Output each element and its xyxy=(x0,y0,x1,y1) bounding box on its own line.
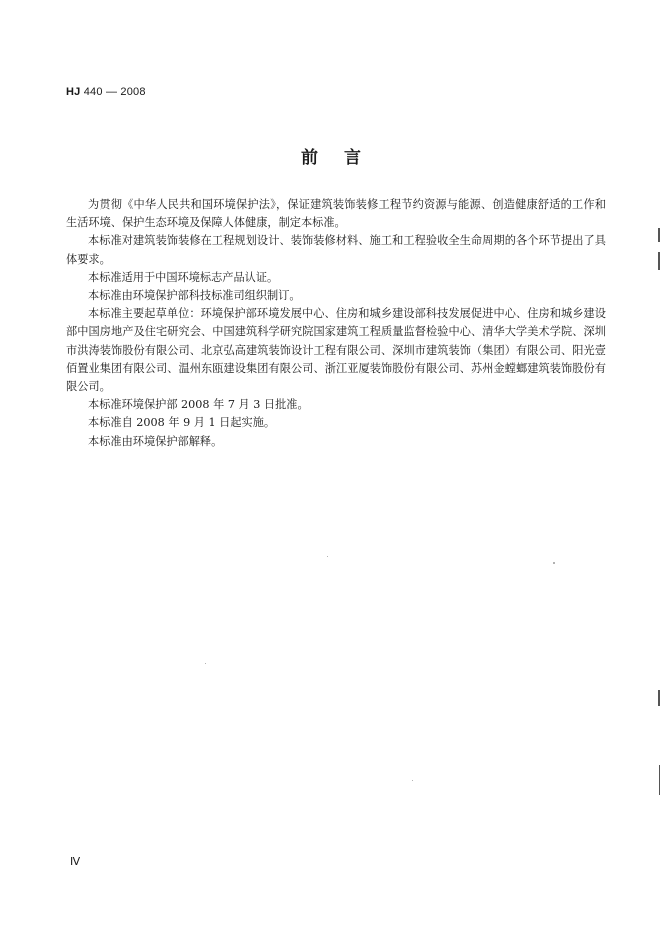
paragraph-approval-date: 本标准环境保护部 2008 年 7 月 3 日批准。 xyxy=(88,398,309,412)
scan-speck xyxy=(553,562,555,564)
page-number: Ⅳ xyxy=(70,856,81,868)
paragraph-drafting-units: 本标准主要起草单位：环境保护部环境发展中心、住房和城乡建设部科技发展促进中心、住房和城乡建设部中国房地产及住宅研究会、中国建筑科学研究院国家建筑工程质量监督检验中心、清华大学美术学院、深圳市洪涛装饰股份有限公司、北京弘高建筑装饰设计工程有限公司、深圳市建筑装饰（集团）有限公司、阳光壹佰置业集团有限公司、温州东瓯建设集团有限公司、浙江亚厦装饰股份有限公司、苏州金螳螂建筑装饰股份有限公司。 xyxy=(66,307,606,394)
preface-body xyxy=(66,196,606,451)
paragraph-interpretation: 本标准由环境保护部解释。 xyxy=(88,434,223,448)
paragraph-organizer: 本标准由环境保护部科技标准司组织制订。 xyxy=(88,289,301,303)
standard-code-prefix: HJ xyxy=(66,86,81,98)
scan-speck xyxy=(327,556,328,557)
scan-speck xyxy=(205,663,206,664)
paragraph-applicability: 本标准适用于中国环境标志产品认证。 xyxy=(88,270,279,284)
scan-edge-mark xyxy=(659,765,660,795)
scan-edge-mark xyxy=(658,228,660,242)
page-title: 前言 xyxy=(301,148,387,168)
scan-edge-mark xyxy=(658,690,660,706)
scan-edge-mark xyxy=(658,252,660,270)
paragraph-scope-requirements: 本标准对建筑装饰装修在工程规划设计、装饰装修材料、施工和工程验收全生命周期的各个环节提出了具体要求。 xyxy=(66,234,606,266)
paragraph-effective-date: 本标准自 2008 年 9 月 1 日起实施。 xyxy=(88,416,276,430)
standard-code-number: 440 — 2008 xyxy=(83,86,146,98)
scan-speck xyxy=(412,780,413,781)
standard-code xyxy=(66,86,146,98)
paragraph-purpose: 为贯彻《中华人民共和国环境保护法》，保证建筑装饰装修工程节约资源与能源、创造健康舒适的工作和生活环境、保护生态环境及保障人体健康，制定本标准。 xyxy=(66,198,606,230)
